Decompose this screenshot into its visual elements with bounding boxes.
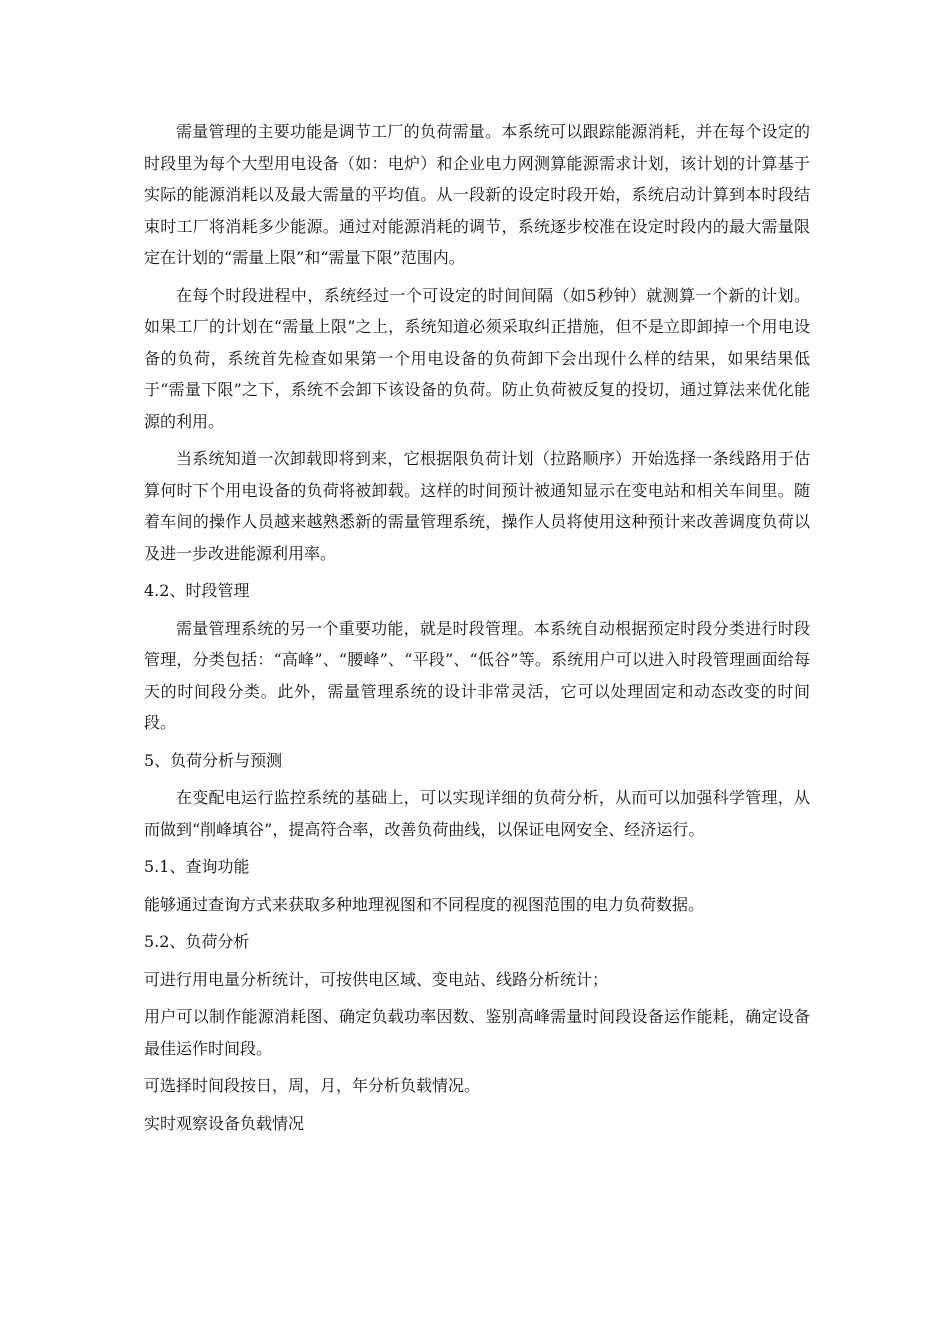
section-heading-5-2: 5.2、负荷分析 [144, 932, 250, 951]
paragraph-time-period-management: 需量管理系统的另一个重要功能，就是时段管理。本系统自动根据预定时段分类进行时段管理，分类包括：“高峰”、“腰峰”、“平段”、“低谷”等。系统用户可以进入时段管理画面给每天的时间段分类。此外，需量管理系统的设计非常灵活，它可以处理固定和动态改变的时间段。 [144, 618, 810, 732]
list-item-realtime-observation: 实时观察设备负载情况 [144, 1113, 305, 1133]
list-item-energy-chart: 用户可以制作能源消耗图、确定负载功率因数、鉴别高峰需量时间段设备运作能耗，确定设备最佳运作时间段。 [144, 1007, 810, 1058]
list-item-statistics: 可进行用电量分析统计，可按供电区域、变电站、线路分析统计； [144, 969, 609, 989]
paragraph-period-calculation: 在每个时段进程中，系统经过一个可设定的时间间隔（如5秒钟）就测算一个新的计划。如果工厂的计划在“需量上限”之上，系统知道必须采取纠正措施，但不是立即卸掉一个用电设备的负荷，系统首先检查如果第一个用电设备的负荷卸下会出现什么样的结果，如果结果低于“需量下限”之下，系统不会卸下该设备的负荷。防止负荷被反复的投切，通过算法来优化能源的利用。 [144, 285, 810, 431]
section-heading-4-2: 4.2、时段管理 [144, 581, 250, 600]
document-body [144, 116, 810, 1145]
paragraph-load-shedding-estimate: 当系统知道一次卸载即将到来，它根据限负荷计划（拉路顺序）开始选择一条线路用于估算何时下个用电设备的负荷将被卸载。这样的时间预计被通知显示在变电站和相关车间里。随着车间的操作人员越来越熟悉新的需量管理系统，操作人员将使用这种预计来改善调度负荷以及进一步改进能源利用率。 [144, 449, 810, 563]
list-item-query: 能够通过查询方式来获取多种地理视图和不同程度的视图范围的电力负荷数据。 [144, 894, 705, 914]
paragraph-demand-management-function: 需量管理的主要功能是调节工厂的负荷需量。本系统可以跟踪能源消耗，并在每个设定的时段里为每个大型用电设备（如：电炉）和企业电力网测算能源需求计划，该计划的计算基于实际的能源消耗以及最大需量的平均值。从一段新的设定时段开始，系统启动计算到本时段结束时工厂将消耗多少能源。通过对能源消耗的调节，系统逐步校准在设定时段内的最大需量限定在计划的“需量上限”和“需量下限”范围内。 [144, 122, 810, 267]
paragraph-load-analysis-intro: 在变配电运行监控系统的基础上，可以实现详细的负荷分析，从而可以加强科学管理，从而做到“削峰填谷”，提高符合率，改善负荷曲线，以保证电网安全、经济运行。 [144, 788, 810, 839]
list-item-period-analysis: 可选择时间段按日，周，月，年分析负载情况。 [144, 1076, 481, 1095]
section-heading-5-1: 5.1、查询功能 [144, 857, 250, 876]
section-heading-5: 5、负荷分析与预测 [144, 750, 283, 770]
